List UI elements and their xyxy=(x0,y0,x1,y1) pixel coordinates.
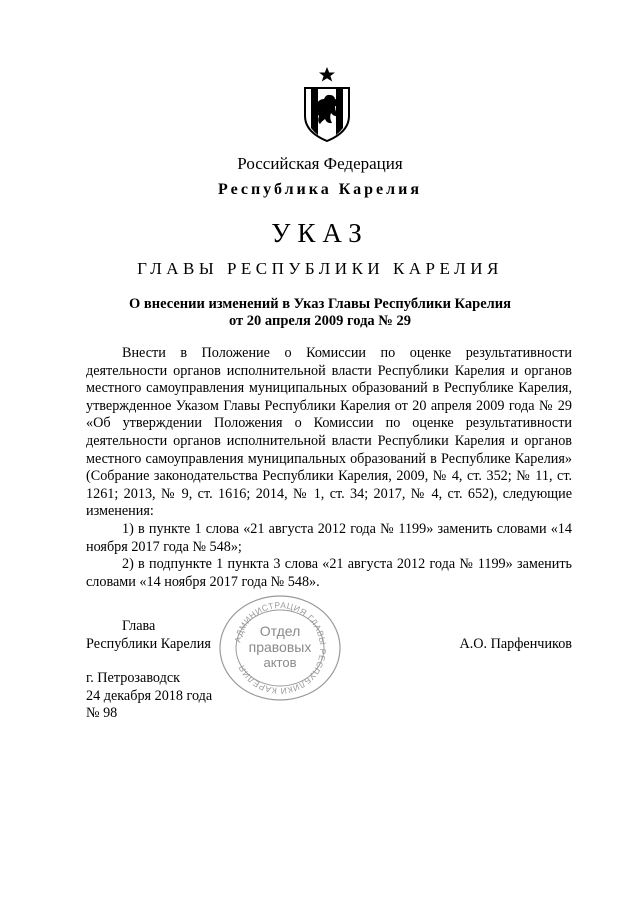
body-paragraph: Внести в Положение о Комиссии по оценке результативности деятельности органов исполнительной власти Республики Карелия и органов местного самоуправления муниципальных образований в Республике Карелия, утвержденное Указом Главы Республики Карелия от 20 апреля 2009 года № 29 «Об утверждении Положения о Комиссии по оценке результативности деятельности органов исполнительной власти Республики Карелия и органов местного самоуправления муниципальных образований в Республике Карелия» (Собрание законодательства Республики Карелия, 2009, № 4, ст. 352; № 11, ст. 1261; 2013, № 9, ст. 1616; 2014, № 1, ст. 34; 2017, № 4, ст. 652), следующие изменения: xyxy=(86,345,572,520)
subject-line-2: от 20 апреля 2009 года № 29 xyxy=(228,313,412,329)
decree-date: 24 декабря 2018 года xyxy=(86,687,213,704)
place-and-date xyxy=(86,670,212,723)
stamp-line-2: правовых xyxy=(248,639,312,655)
body-paragraph: 1) в пункте 1 слова «21 августа 2012 года № 1199» заменить словами «14 ноября 2017 года № 548»; xyxy=(86,520,572,555)
stamp-line-3: актов xyxy=(263,655,297,670)
decree-body xyxy=(86,345,572,591)
karelia-coat-of-arms-icon xyxy=(302,66,352,142)
republic-name: Республика Карелия xyxy=(218,181,422,198)
subject-line-1: О внесении изменений в Указ Главы Республики Карелия xyxy=(129,296,511,312)
document-type: УКАЗ xyxy=(271,218,369,248)
decree-number: № 98 xyxy=(86,705,118,722)
stamp-line-1: Отдел xyxy=(259,623,301,639)
signatory-title-line-2: Республики Карелия xyxy=(86,635,211,652)
stamp-ring-text: АДМИНИСТРАЦИЯ ГЛАВЫ РЕСПУБЛИКИ КАРЕЛИЯ xyxy=(232,599,329,697)
decree-subject xyxy=(0,296,640,330)
city: г. Петрозаводск xyxy=(86,670,181,686)
legal-acts-department-stamp xyxy=(216,592,344,704)
country-name: Российская Федерация xyxy=(237,154,403,173)
signatory-title-line-1: Глава xyxy=(122,618,156,634)
body-paragraph: 2) в подпункте 1 пункта 3 слова «21 августа 2012 года № 1199» заменить словами «14 ноября 2017 года № 548». xyxy=(86,556,572,590)
issuer: ГЛАВЫ РЕСПУБЛИКИ КАРЕЛИЯ xyxy=(137,259,503,278)
signatory-name: А.О. Парфенчиков xyxy=(459,636,572,652)
